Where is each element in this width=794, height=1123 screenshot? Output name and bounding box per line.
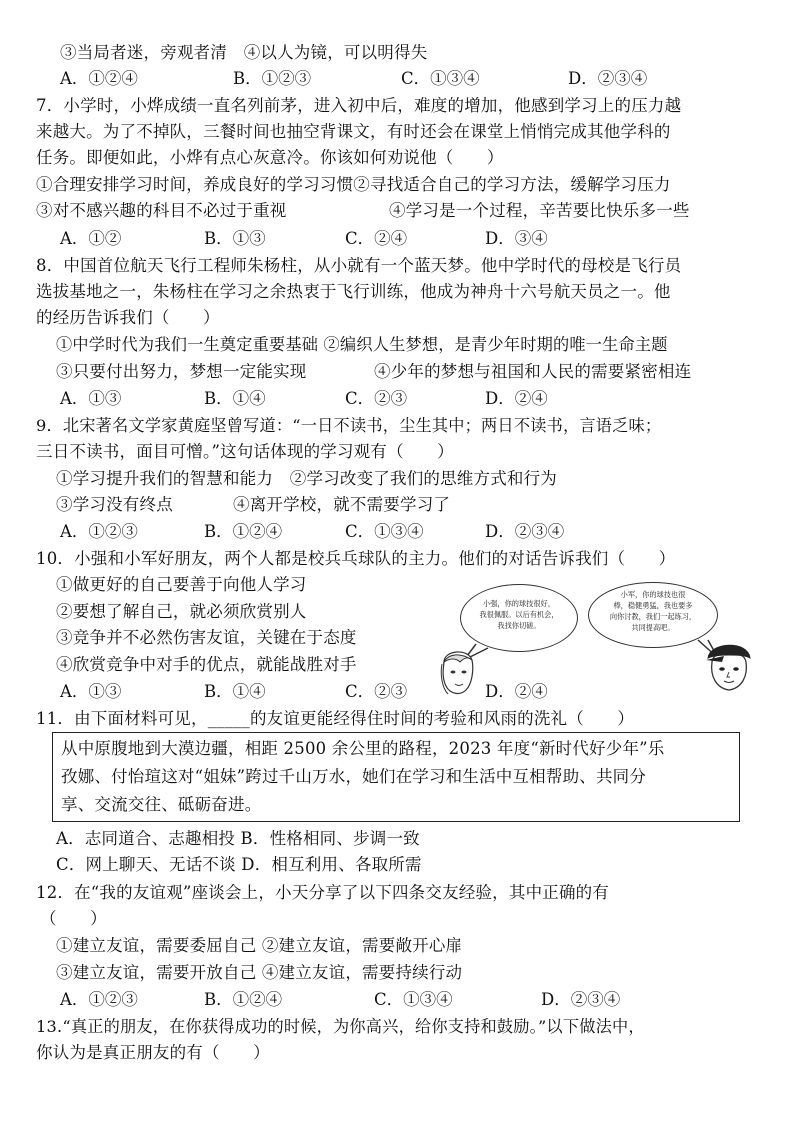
q7-statement-3: ③对不感兴趣的科目不必过于重视 [36,201,287,220]
q12-statements-1-2: ①建立友谊，需要委屈自己 ②建立友谊，需要敞开心扉 [56,936,463,955]
girl-face-icon [438,644,478,698]
q10-statement-3: ③竞争并不必然伤害友谊，关键在于态度 [56,628,357,647]
q10-statement-2: ②要想了解自己，就必须欣赏别人 [56,602,307,621]
q11-options-c-d: C．网上聊天、无话不谈 D．相互利用、各取所需 [56,855,422,874]
q8-stem-line2: 选拔基地之一，朱杨柱在学习之余热衷于飞行训练，他成为神舟十六号航天员之一。他 [36,282,671,301]
q11-material-line3: 享、交流交往、砥砺奋进。 [61,795,262,814]
q9-options [60,521,740,543]
q6-option-c: C．①③④ [401,69,480,88]
q7-statements-1-2: ①合理安排学习时间，养成良好的学习习惯②寻找适合自己的学习方法，缓解学习压力 [36,175,671,194]
q6-options [60,68,740,90]
q6-statements-3-4: ③当局者迷，旁观者清 ④以人为镜，可以明得失 [60,43,428,62]
q6-option-a: A．①②④ [60,69,138,88]
q10-option-a: A．①③ [60,682,122,701]
q11-material-box [52,732,740,822]
q12-options [60,989,740,1011]
q12-option-d: D．②③④ [541,990,621,1009]
q9-stem-line2: 三日不读书，面目可憎。”这句话体现的学习观有（ ） [36,442,454,461]
q9-option-b: B．①②④ [204,522,283,541]
q13-stem-line1: 13.“真正的朋友，在你获得成功的时候，为你高兴，给你支持和鼓励。”以下做法中， [36,1017,645,1036]
q7-stem-line1: 7．小学时，小烨成绩一直名列前茅，进入初中后，难度的增加，他感到学习上的压力越 [36,96,682,115]
q12-stem-line1: 12．在“我的友谊观”座谈会上，小天分享了以下四条交友经验，其中正确的有 [36,883,610,902]
q8-stem-line3: 的经历告诉我们（ ） [36,308,220,327]
q10-option-c: C．②③ [345,682,408,701]
q10-option-d: D．②④ [485,682,548,701]
q9-statement-3: ③学习没有终点 [56,495,173,514]
q10-stem-line1: 10．小强和小军好朋友，两个人都是校兵乓球队的主力。他们的对话告诉我们（ ） [36,549,676,568]
q7-statement-4: ④学习是一个过程，辛苦要比快乐多一些 [389,201,690,220]
q7-option-d: D．③④ [485,229,548,248]
speech-bubble-right: 小军，你的球技也很 棒，稳健勇猛，我也要多 向你讨教，我们一起练习， 共同提高吧。 [588,582,718,648]
q7-options [60,228,740,250]
q9-statements-1-2: ①学习提升我们的智慧和能力 ②学习改变了我们的思维方式和行为 [56,469,557,488]
speech-bubble-left: 小强，你的球技很好， 我很佩服。以后有机会， 我找你切磋。 [460,584,578,652]
q8-options [60,388,740,410]
q7-option-c: C．②④ [345,229,408,248]
q8-statements-1-2: ①中学时代为我们一生奠定重要基础 ②编织人生梦想，是青少年时期的唯一生命主题 [56,335,668,354]
q8-statement-4: ④少年的梦想与祖国和人民的需要紧密相连 [374,362,692,381]
q10-option-b: B．①④ [204,682,266,701]
q8-stem-line1: 8．中国首位航天飞行工程师朱杨柱，从小就有一个蓝天梦。他中学时代的母校是飞行员 [36,256,682,275]
q12-option-c: C．①③④ [374,990,453,1009]
q7-option-a: A．①② [60,229,122,248]
q8-option-d: D．②④ [485,389,548,408]
q10-statement-4: ④欣赏竞争中对手的优点，就能战胜对手 [56,655,357,674]
q12-stem-line2: （ ） [40,909,107,928]
q9-option-d: D．②③④ [485,522,565,541]
q7-option-b: B．①③ [204,229,266,248]
boy-face-icon [704,636,754,696]
q8-statement-3: ③只要付出努力，梦想一定能实现 [56,362,307,381]
q13-stem-line2: 你认为是真正朋友的有（ ） [36,1043,270,1062]
q11-options-a-b: A．志同道合、志趣相投 B．性格相同、步调一致 [56,829,420,848]
q12-option-b: B．①②④ [204,990,283,1009]
q11-material-line2: 孜娜、付怡瑄这对“姐妹”跨过千山万水，她们在学习和生活中互相帮助、共同分 [61,767,647,786]
q9-option-c: C．①③④ [345,522,424,541]
q6-option-d: D．②③④ [568,69,648,88]
q8-option-a: A．①③ [60,389,122,408]
q9-stem-line1: 9．北宋著名文学家黄庭坚曾写道：“一日不读书，尘生其中；两日不读书，言语乏味； [36,416,662,435]
q8-option-c: C．②③ [345,389,408,408]
q10-statement-1: ①做更好的自己要善于向他人学习 [56,575,307,594]
q10-illustration [436,582,766,702]
q11-material-line1: 从中原腹地到大漠边疆，相距 2500 余公里的路程，2023 年度“新时代好少年”乐 [61,739,665,758]
q12-statements-3-4: ③建立友谊，需要开放自己 ④建立友谊，需要持续行动 [56,963,463,982]
q6-option-b: B．①②③ [233,69,312,88]
q7-stem-line3: 任务。即便如此，小烨有点心灰意冷。你该如何劝说他（ ） [36,148,504,167]
q7-stem-line2: 来越大。为了不掉队，三餐时间也抽空背课文，有时还会在课堂上悄悄完成其他学科的 [36,122,671,141]
q9-statement-4: ④离开学校，就不需要学习了 [233,495,451,514]
q9-option-a: A．①②③ [60,522,138,541]
q8-option-b: B．①④ [204,389,266,408]
q11-stem-line1: 11．由下面材料可见，_____的友谊更能经得住时间的考验和风雨的洗礼（ ） [36,709,635,728]
q12-option-a: A．①②③ [60,990,138,1009]
